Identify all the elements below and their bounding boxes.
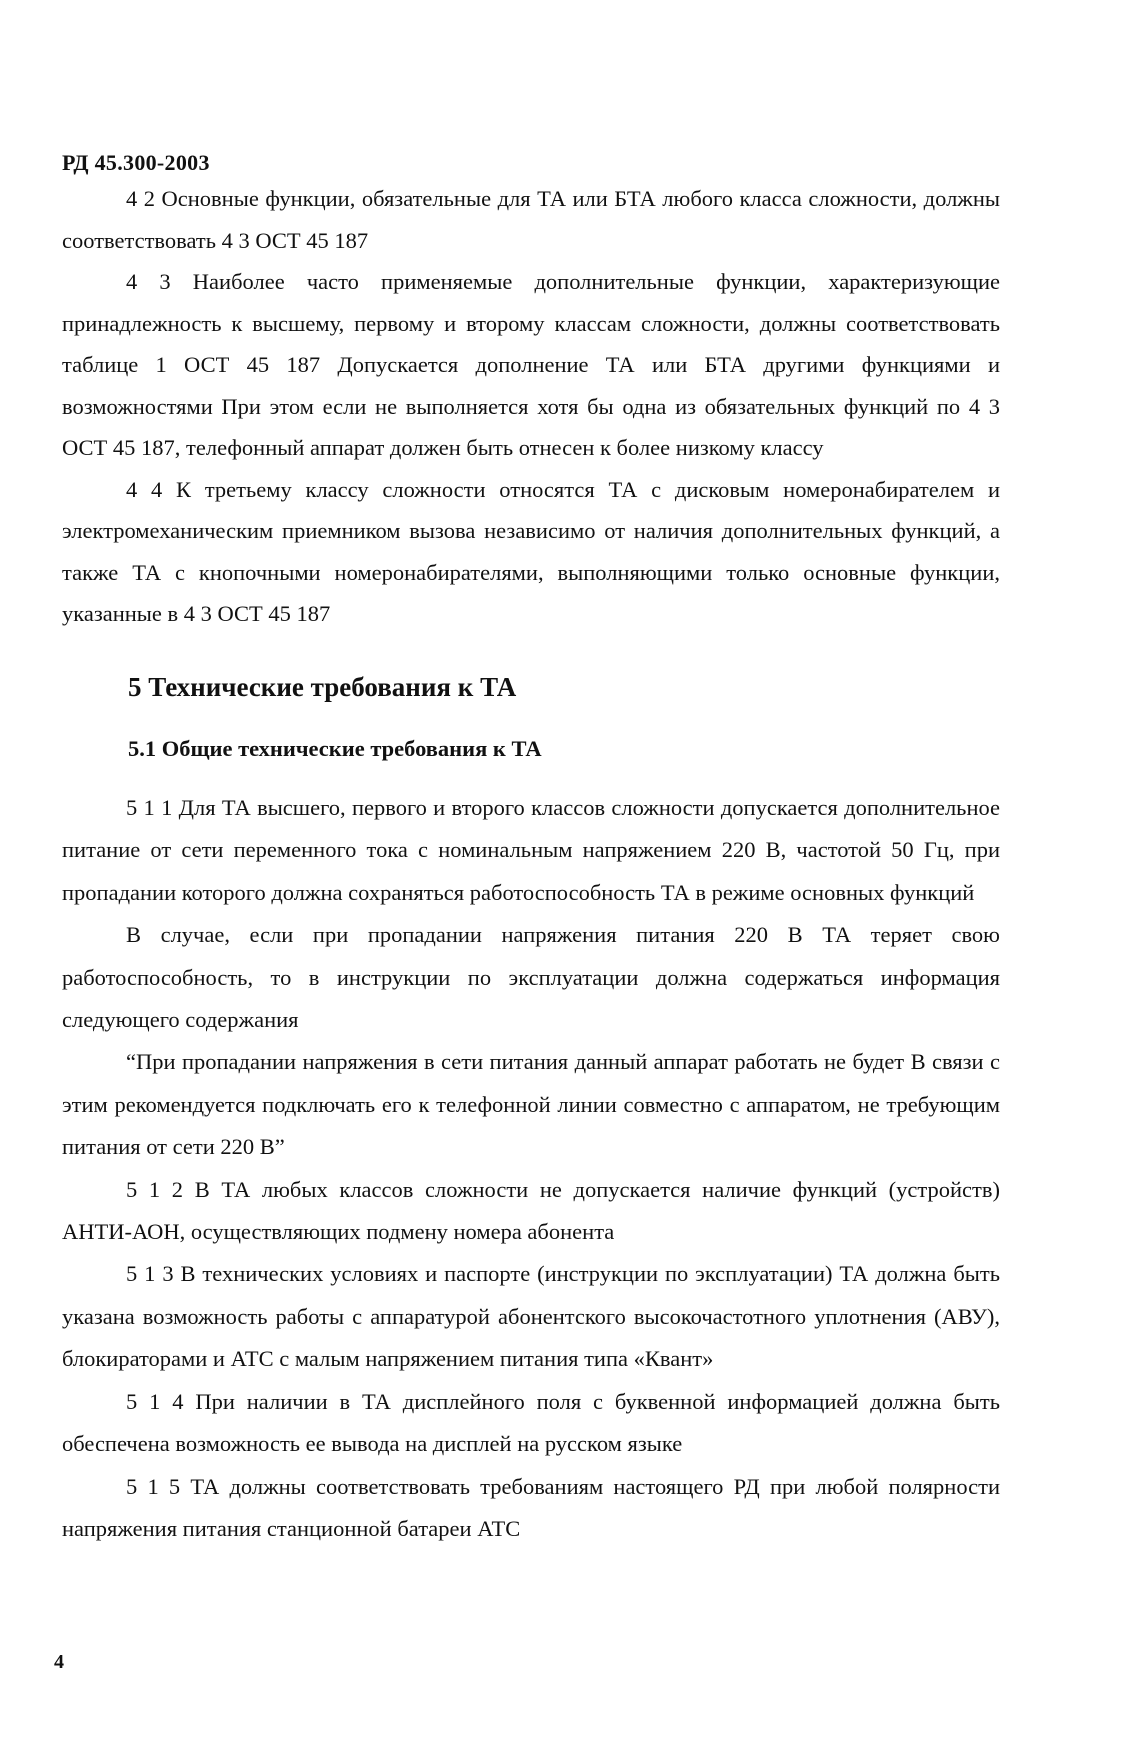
paragraph-4-3: 4 3 Наиболее часто применяемые дополнительные функции, характеризующие принадлежность к высшему, первому и второму классам сложности, должны соответствовать таблице 1 ОСТ 45 187 Допускается дополнение ТА или БТА другими функциями и возможностями При этом если не выполняется хотя бы одна из обязательных функций по 4 3 ОСТ 45 187, телефонный аппарат должен быть отнесен к более низкому классу — [62, 269, 1000, 460]
paragraph-5-1-1: 5 1 1 Для ТА высшего, первого и второго классов сложности допускается дополнительное питание от сети переменного тока с номинальным напряжением 220 В, частотой 50 Гц, при пропадании которого должна сохраняться работоспособность ТА в режиме основных функций — [62, 795, 1000, 905]
section-title: 5 Технические требования к ТА — [128, 672, 517, 702]
page-number: 4 — [54, 1651, 64, 1673]
section-text-block — [62, 787, 1000, 1550]
paragraph-5-1-2: 5 1 2 В ТА любых классов сложности не допускается наличие функций (устройств) АНТИ-АОН, осуществляющих подмену номера абонента — [62, 1176, 1000, 1245]
document-code: РД 45.300-2003 — [62, 150, 210, 175]
paragraph-4-2: 4 2 Основные функции, обязательные для ТА или БТА любого класса сложности, должны соответствовать 4 3 ОСТ 45 187 — [62, 186, 1000, 253]
paragraph-4-4: 4 4 К третьему классу сложности относятся ТА с дисковым номеронабирателем и электромеханическим приемником вызова независимо от наличия дополнительных функций, а также ТА с кнопочными номеронабирателями, выполняющими только основные функции, указанные в 4 3 ОСТ 45 187 — [62, 476, 1000, 626]
subsection-title: 5.1 Общие технические требования к ТА — [128, 736, 542, 761]
intro-text-block — [62, 178, 1000, 635]
paragraph-5-1-4: 5 1 4 При наличии в ТА дисплейного поля с буквенной информацией должна быть обеспечена возможность ее вывода на дисплей на русском языке — [62, 1388, 1000, 1457]
paragraph-power-loss: В случае, если при пропадании напряжения питания 220 В ТА теряет свою работоспособность, то в инструкции по эксплуатации должна содержаться информация следующего содержания — [62, 922, 1000, 1033]
paragraph-5-1-5: 5 1 5 ТА должны соответствовать требованиям настоящего РД при любой полярности напряжения питания станционной батареи АТС — [62, 1473, 1000, 1541]
paragraph-warning-quote: “При пропадании напряжения в сети питания данный аппарат работать не будет В связи с этим рекомендуется подключать его к телефонной линии совместно с аппаратом, не требующим питания от сети 220 В” — [62, 1049, 1000, 1160]
paragraph-5-1-3: 5 1 3 В технических условиях и паспорте (инструкции по эксплуатации) ТА должна быть указана возможность работы с аппаратурой абонентского высокочастотного уплотнения (АВУ), блокираторами и АТС с малым напряжением питания типа «Квант» — [62, 1261, 1000, 1372]
